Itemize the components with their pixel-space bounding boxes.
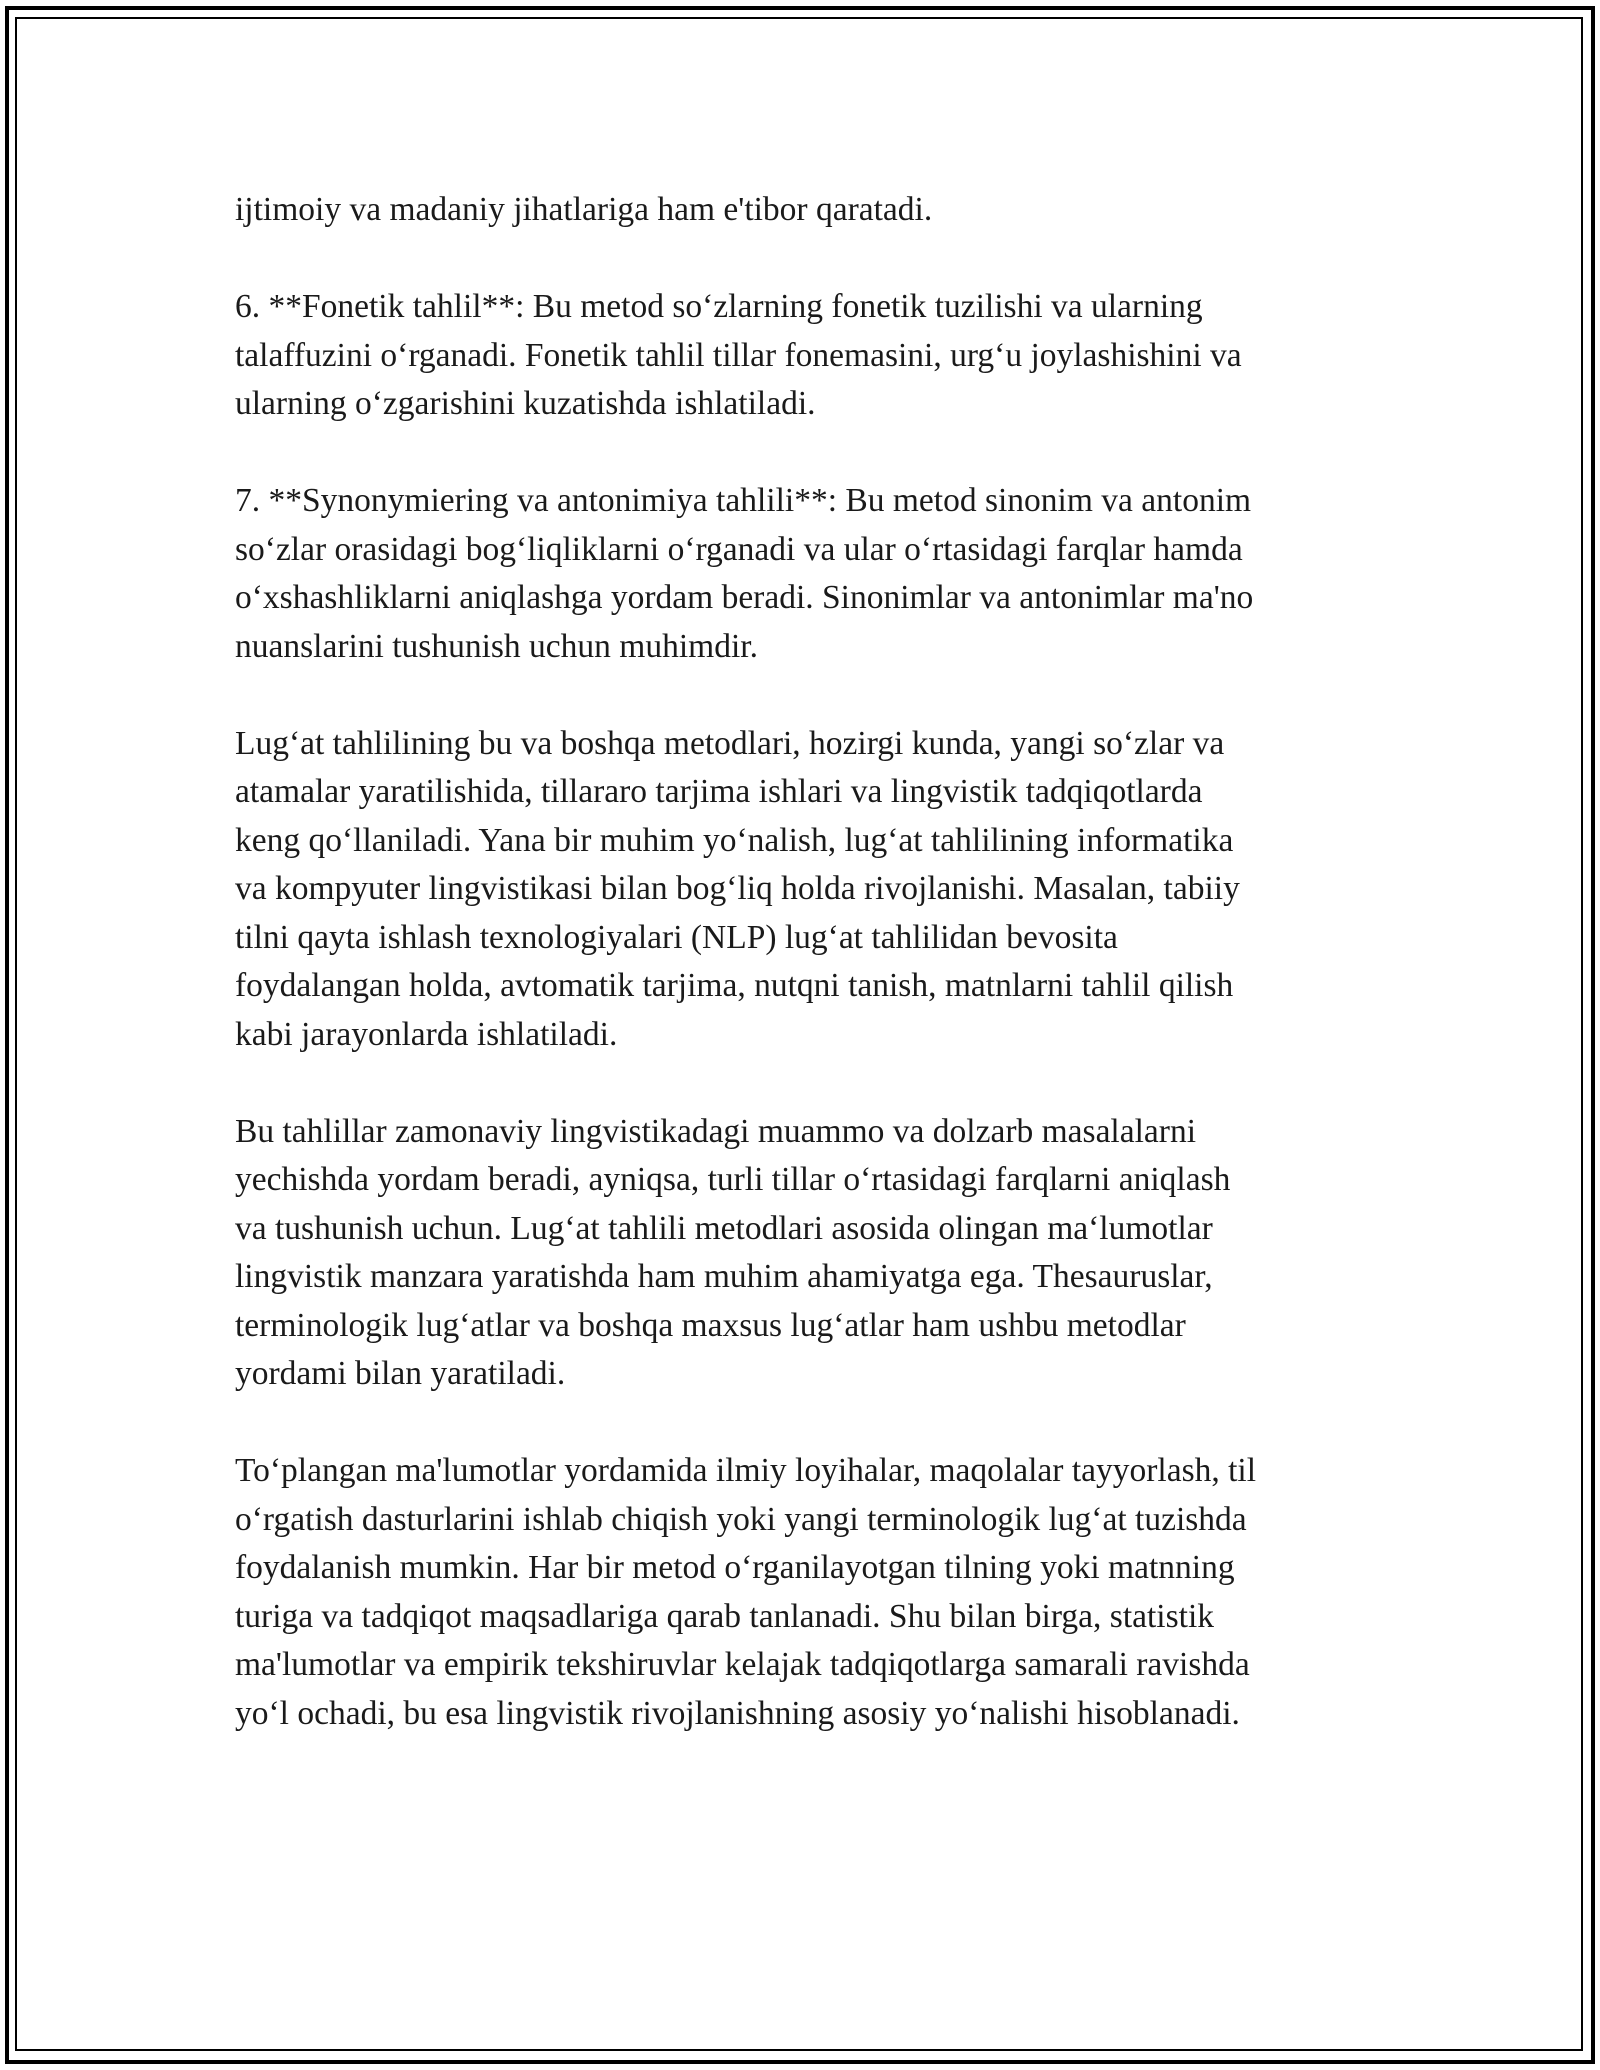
text-line: ma'lumotlar va empirik tekshiruvlar kelajak tadqiqotlarga samarali ravishda	[235, 1646, 1250, 1683]
text-line: o‘rgatish dasturlarini ishlab chiqish yoki yangi terminologik lug‘at tuzishda	[235, 1500, 1247, 1538]
text-line: nuanslarini tushunish uchun muhimdir.	[235, 627, 758, 665]
text-line: Bu tahlillar zamonaviy lingvistikadagi muammo va dolzarb masalalarni	[235, 1112, 1196, 1150]
text-line: Lug‘at tahlilining bu va boshqa metodlari, hozirgi kunda, yangi so‘zlar va	[235, 724, 1225, 762]
text-line: atamalar yaratilishida, tillararo tarjima ishlari va lingvistik tadqiqotlarda	[235, 773, 1203, 810]
document-body	[235, 186, 1365, 1787]
text-line: yo‘l ochadi, bu esa lingvistik rivojlanishning asosiy yo‘nalishi hisoblanadi.	[235, 1694, 1240, 1732]
text-line: kabi jarayonlarda ishlatiladi.	[235, 1015, 618, 1053]
text-line: ijtimoiy va madaniy jihatlariga ham e'tibor qaratadi.	[235, 191, 933, 228]
text-line: lingvistik manzara yaratishda ham muhim ahamiyatga ega. Thesauruslar,	[235, 1258, 1213, 1295]
text-line: va tushunish uchun. Lug‘at tahlili metodlari asosida olingan ma‘lumotlar	[235, 1209, 1213, 1247]
text-line: keng qo‘llaniladi. Yana bir muhim yo‘nalish, lug‘at tahlilining informatika	[235, 821, 1234, 859]
text-line: 7. **Synonymiering va antonimiya tahlili**: Bu metod sinonim va antonim	[235, 482, 1252, 519]
text-line: 6. **Fonetik tahlil**: Bu metod so‘zlarning fonetik tuzilishi va ularning	[235, 288, 1203, 325]
paragraph-metodlar-qollanilishi	[235, 720, 1365, 1060]
text-line: tilni qayta ishlash texnologiyalari (NLP) lug‘at tahlilidan bevosita	[235, 918, 1118, 956]
paragraph-zamonaviy-lingvistika	[235, 1108, 1365, 1399]
paragraph-toplangan-malumotlar	[235, 1447, 1365, 1738]
text-line: so‘zlar orasidagi bog‘liqliklarni o‘rganadi va ular o‘rtasidagi farqlar hamda	[235, 530, 1243, 568]
text-line: talaffuzini o‘rganadi. Fonetik tahlil tillar fonemasini, urg‘u joylashishini va	[235, 336, 1242, 374]
text-line: ularning o‘zgarishini kuzatishda ishlatiladi.	[235, 385, 816, 422]
text-line: va kompyuter lingvistikasi bilan bog‘liq holda rivojlanishi. Masalan, tabiiy	[235, 870, 1240, 907]
text-line: yordami bilan yaratiladi.	[235, 1355, 566, 1392]
text-line: To‘plangan ma'lumotlar yordamida ilmiy loyihalar, maqolalar tayyorlash, til	[235, 1452, 1257, 1489]
text-line: foydalanish mumkin. Har bir metod o‘rganilayotgan tilning yoki matnning	[235, 1549, 1235, 1586]
text-line: yechishda yordam beradi, ayniqsa, turli tillar o‘rtasidagi farqlarni aniqlash	[235, 1161, 1231, 1198]
text-line: o‘xshashliklarni aniqlashga yordam beradi. Sinonimlar va antonimlar ma'no	[235, 579, 1254, 616]
text-line: turiga va tadqiqot maqsadlariga qarab tanlanadi. Shu bilan birga, statistik	[235, 1597, 1215, 1635]
paragraph-fonetik-tahlil	[235, 283, 1365, 429]
paragraph-continuation	[235, 186, 1365, 235]
text-line: terminologik lug‘atlar va boshqa maxsus lug‘atlar ham ushbu metodlar	[235, 1306, 1186, 1344]
paragraph-sinonimiya-tahlili	[235, 477, 1365, 671]
text-line: foydalangan holda, avtomatik tarjima, nutqni tanish, matnlarni tahlil qilish	[235, 967, 1234, 1004]
